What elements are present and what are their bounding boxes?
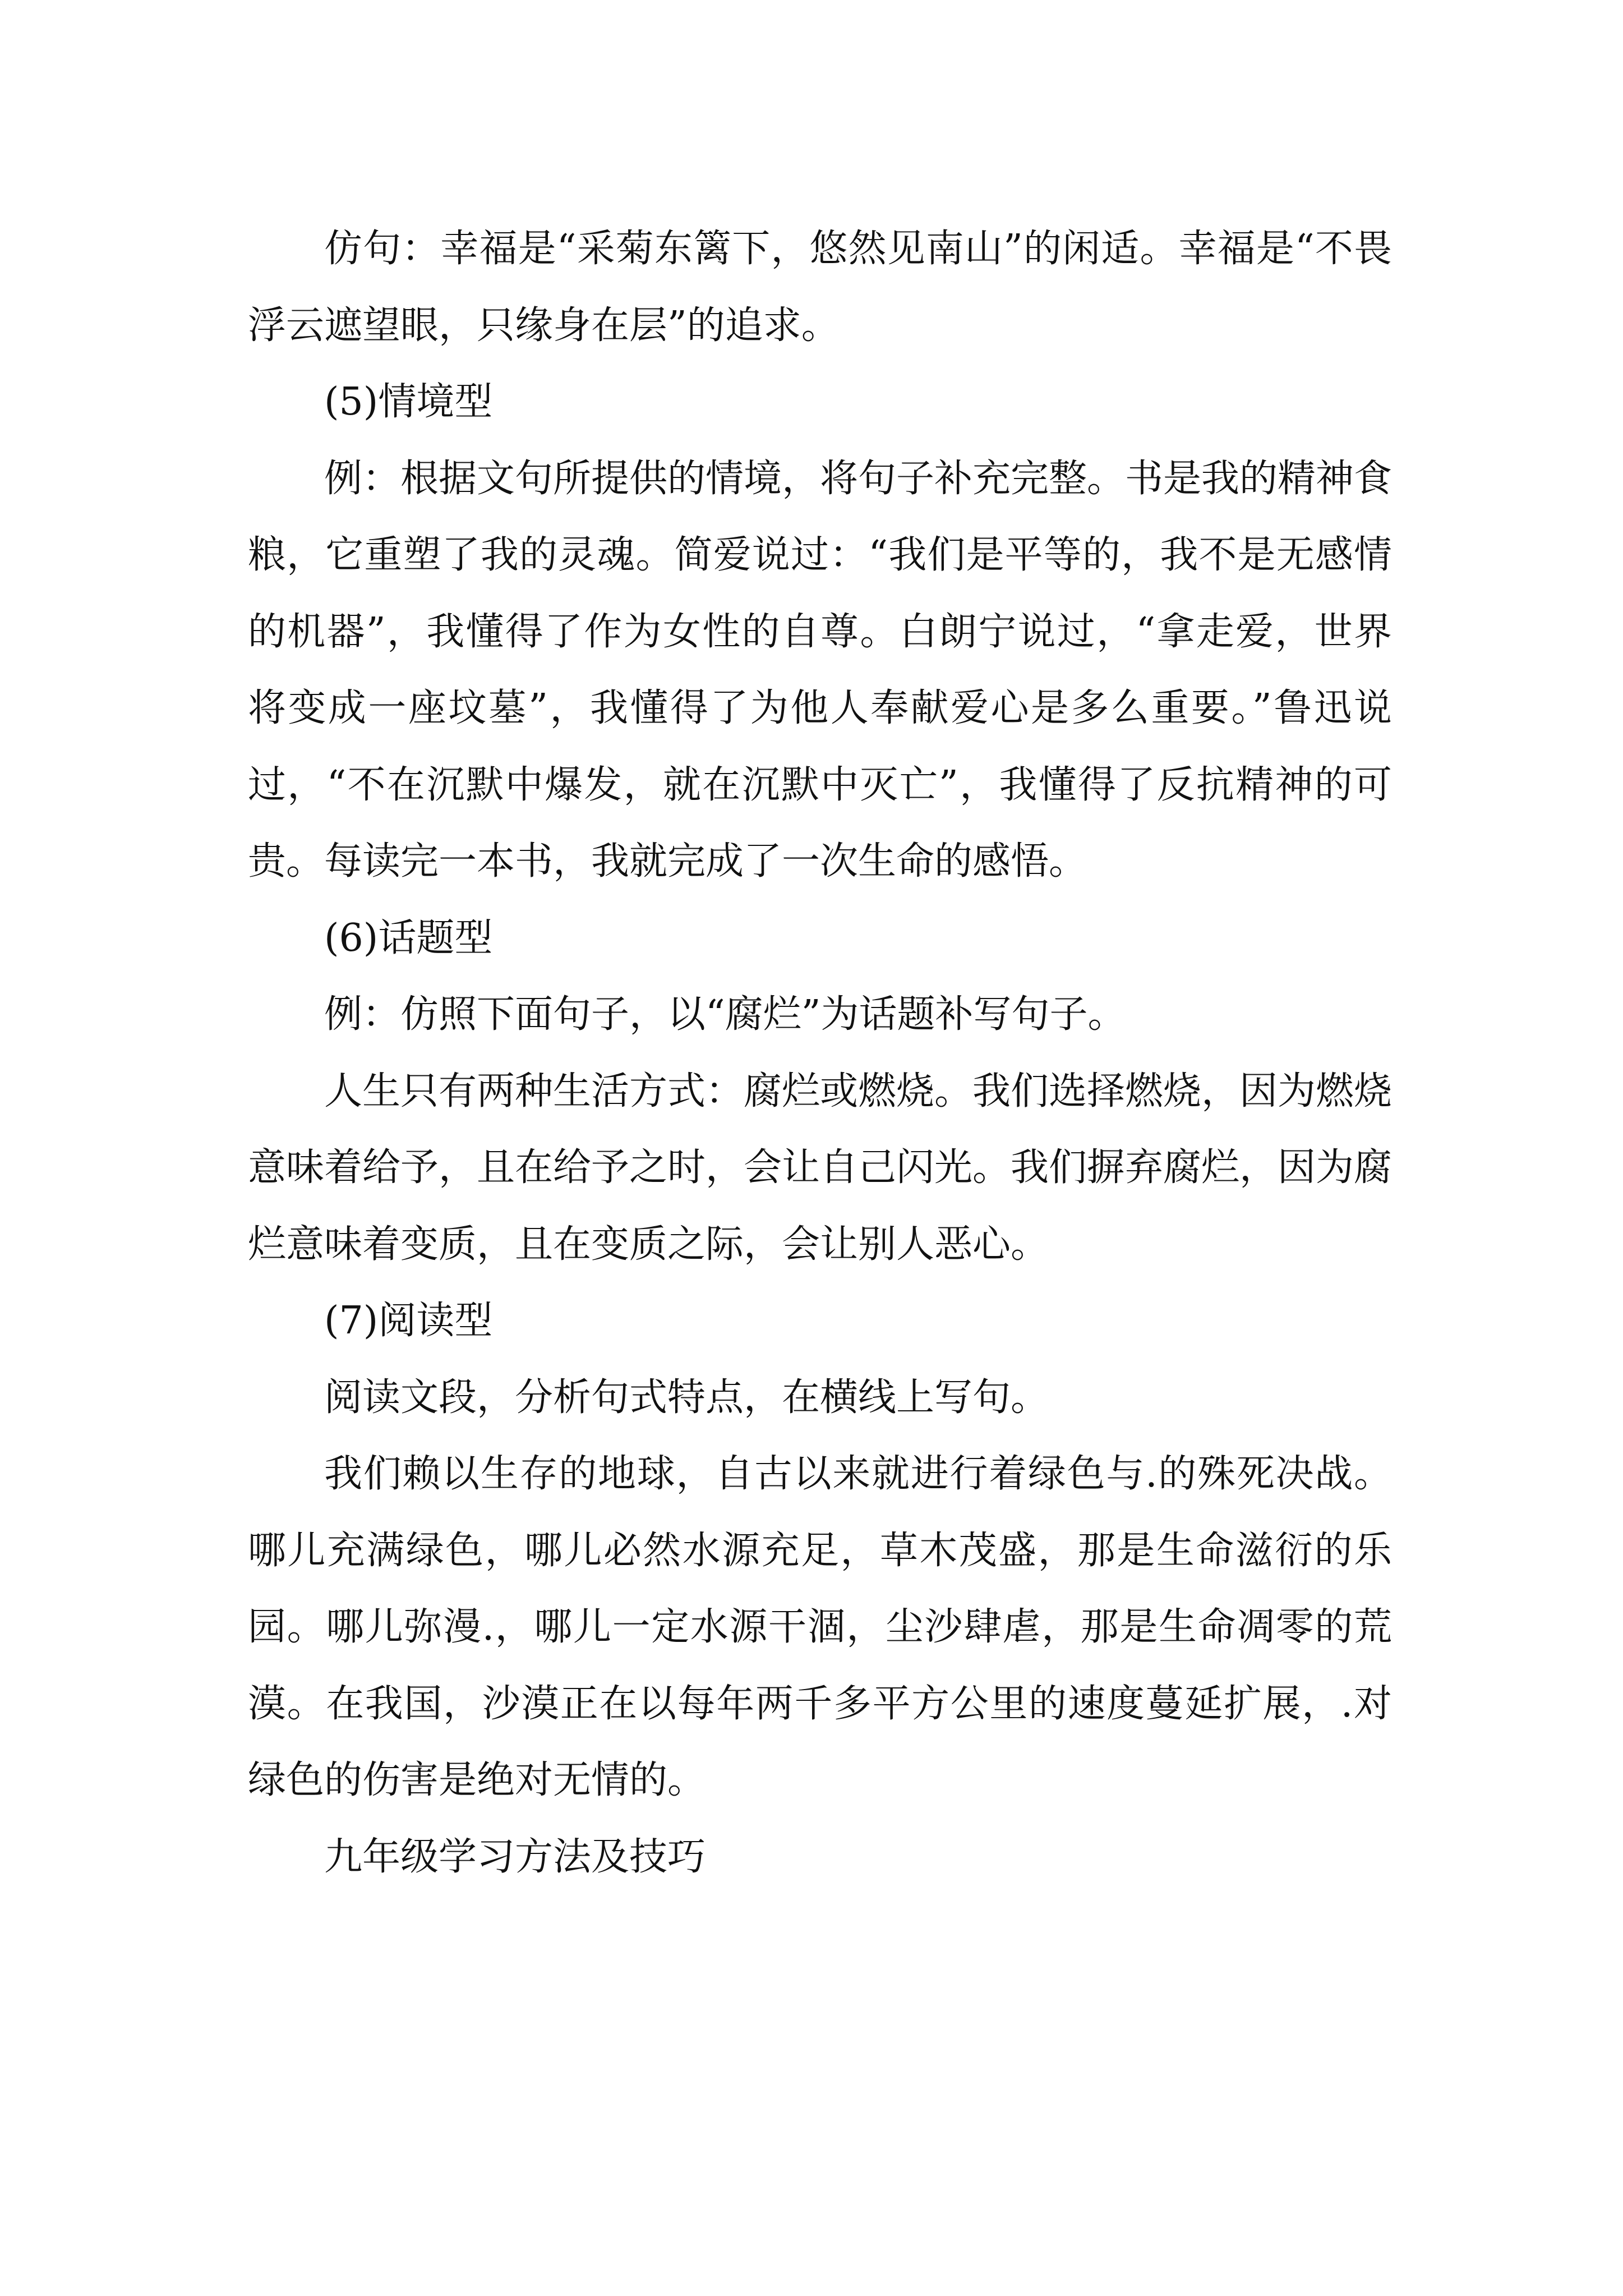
section-heading-topic: (6)话题型 [324, 915, 493, 960]
paragraph-topic-example: 人生只有两种生活方式：腐烂或燃烧。我们选择燃烧，因为燃烧意味着给予，且在给予之时，会让自己闪光。我们摒弃腐烂，因为腐烂意味着变质，且在变质之际，会让别人恶心。 [248, 1069, 1393, 1267]
section-heading-study-methods: 九年级学习方法及技巧 [324, 1834, 706, 1879]
paragraph-reading-passage: 我们赖以生存的地球，自古以来就进行着绿色与.的殊死决战。哪儿充满绿色，哪儿必然水源充足，草木茂盛，那是生命滋衍的乐园。哪儿弥漫.，哪儿一定水源干涸，尘沙肆虐，那是生命凋零的荒漠。在我国，沙漠正在以每年两千多平方公里的速度蔓延扩展，.对绿色的伤害是绝对无情的。 [248, 1452, 1392, 1802]
document-body [248, 211, 1392, 1895]
paragraph-imitation-sentence: 仿句：幸福是“采菊东篱下，悠然见南山”的闲适。幸福是“不畏浮云遮望眼，只缘身在层”的追求。 [248, 227, 1392, 348]
paragraph-topic-instruction: 例：仿照下面句子，以“腐烂”为话题补写句子。 [324, 992, 1126, 1037]
section-heading-reading: (7)阅读型 [324, 1299, 493, 1343]
paragraph-situational-example: 例：根据文句所提供的情境，将句子补充完整。书是我的精神食粮，它重塑了我的灵魂。简爱说过：“我们是平等的，我不是无感情的机器”，我懂得了作为女性的自尊。白朗宁说过，“拿走爱，世界将变成一座坟墓”，我懂得了为他人奉献爱心是多么重要。”鲁迅说过，“不在沉默中爆发，就在沉默中灭亡”，我懂得了反抗精神的可贵。每读完一本书，我就完成了一次生命的感悟。 [248, 456, 1393, 884]
paragraph-reading-instruction: 阅读文段，分析句式特点，在横线上写句。 [324, 1375, 1049, 1420]
section-heading-situational: (5)情境型 [324, 380, 493, 424]
